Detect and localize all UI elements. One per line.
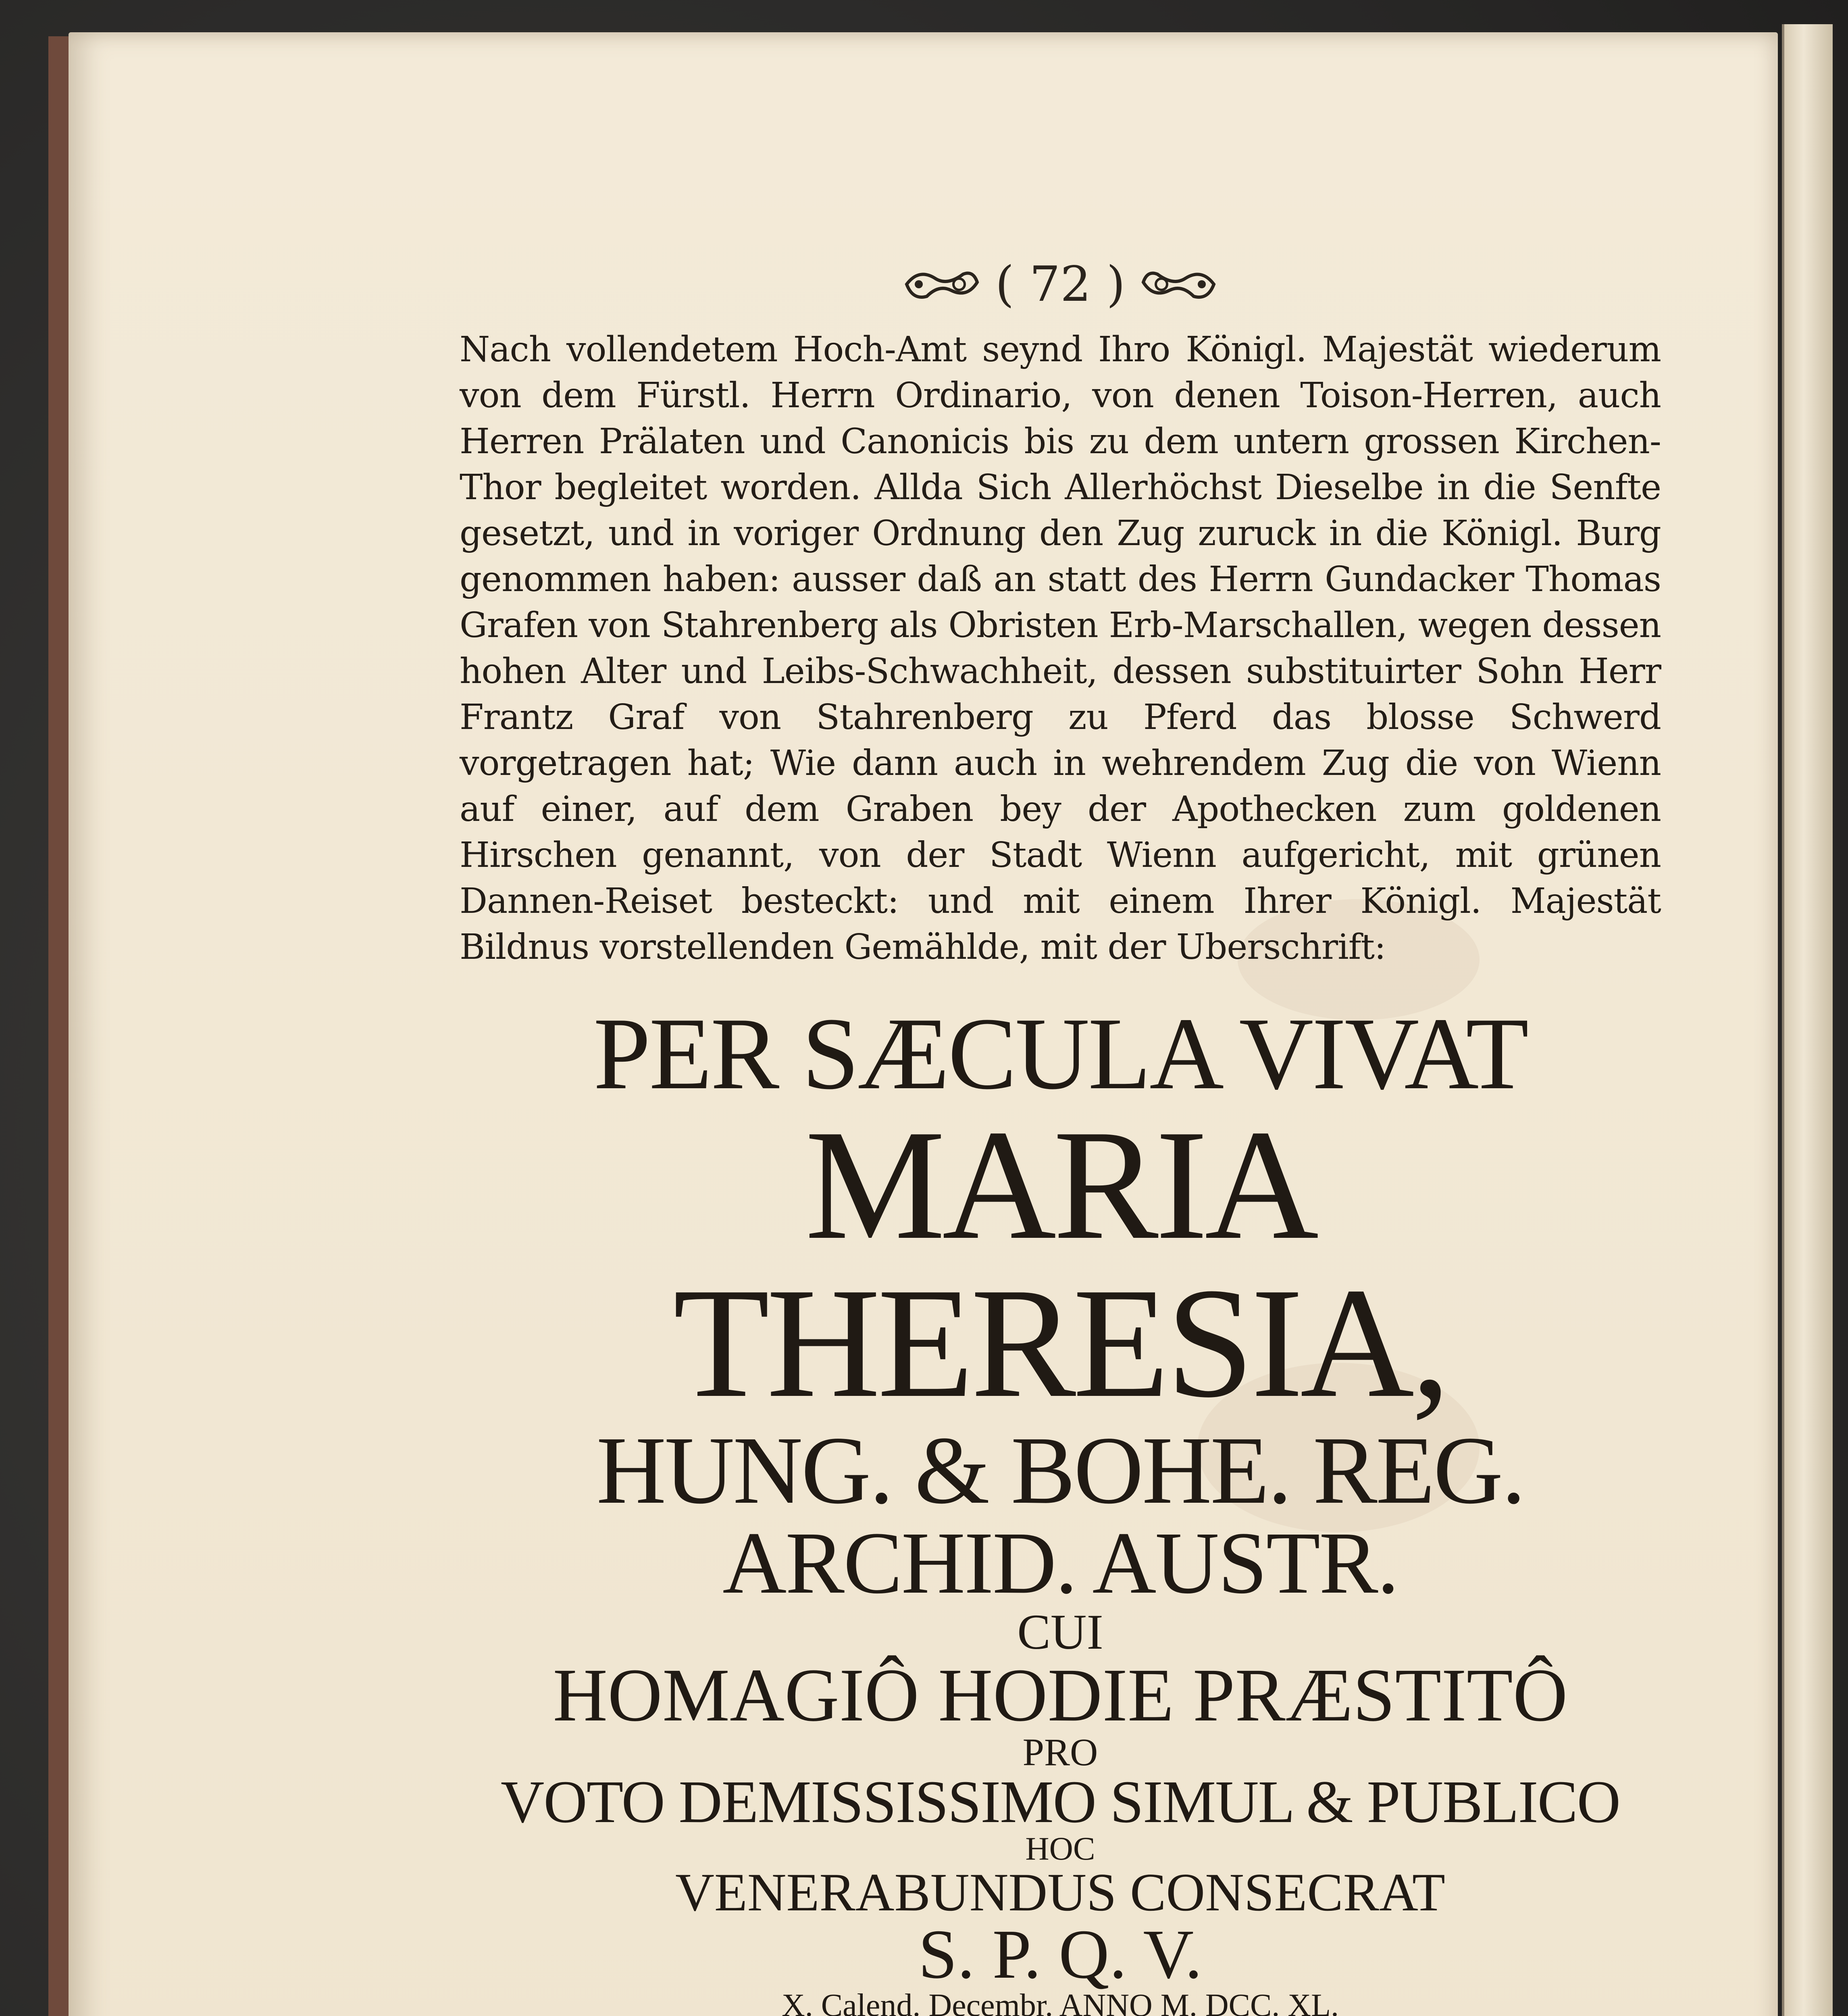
inscription-line: CUI bbox=[1017, 1604, 1103, 1660]
inscription-line: HOC bbox=[1025, 1830, 1095, 1867]
page-content bbox=[460, 250, 1661, 2016]
inscription-line: VOTO DEMISSISSIMO SIMUL & PUBLICO bbox=[500, 1768, 1620, 1835]
inscription-line: PRO bbox=[1022, 1731, 1098, 1774]
inscription-line: HUNG. & BOHE. REG. bbox=[596, 1416, 1524, 1524]
inscription-line: HOMAGIÔ HODIE PRÆSTITÔ bbox=[553, 1653, 1568, 1737]
page-header bbox=[460, 250, 1661, 319]
inscription-line: S. P. Q. V. bbox=[918, 1915, 1203, 1993]
body-text bbox=[460, 327, 1661, 970]
inscription-line: PER SÆCULA VIVAT bbox=[593, 997, 1528, 1111]
inscription bbox=[460, 997, 1661, 2016]
next-page-edge bbox=[1782, 24, 1833, 2016]
right-ornament-icon bbox=[1141, 266, 1218, 302]
inscription-line: VENERABUNDUS CONSECRAT bbox=[675, 1862, 1445, 1922]
inscription-line: MARIA THERESIA, bbox=[673, 1097, 1448, 1430]
inscription-date: X. Calend. Decembr. ANNO M. DCC. XL. bbox=[781, 1988, 1339, 2016]
page-number: ( 72 ) bbox=[995, 256, 1126, 312]
left-ornament-icon bbox=[903, 266, 979, 302]
paragraph-1: Nach vollendetem Hoch-Amt seynd Ihro Königl. Majestät wiederum von dem Fürstl. Herrn Ordinario, von denen Toison-Herren, auch Herren Prälaten und Canonicis bis zu dem untern grossen Kirchen-Thor begleitet worden. Allda Sich Allerhöchst Dieselbe in die Senfte gesetzt, und in voriger Ordnung den Zug zuruck in die Königl. Burg genommen haben: ausser daß an statt des Herrn Gundacker Thomas Grafen von Stahrenberg als Obristen Erb-Marschallen, wegen dessen hohen Alter und Leibs-Schwachheit, dessen substituirter Sohn Herr Frantz Graf von Stahrenberg zu Pferd das blosse Schwerd vorgetragen hat; Wie dann auch in wehrendem Zug die von Wienn auf einer, auf dem Graben bey der Apothecken zum goldenen Hirschen genannt, von der Stadt Wienn aufgericht, mit grünen Dannen-Reiset besteckt: und mit einem Ihrer Königl. Majestät Bildnus vorstellenden Gemählde, mit der Uberschrift: bbox=[460, 329, 1661, 967]
inscription-line: ARCHID. AUSTR. bbox=[722, 1514, 1398, 1612]
